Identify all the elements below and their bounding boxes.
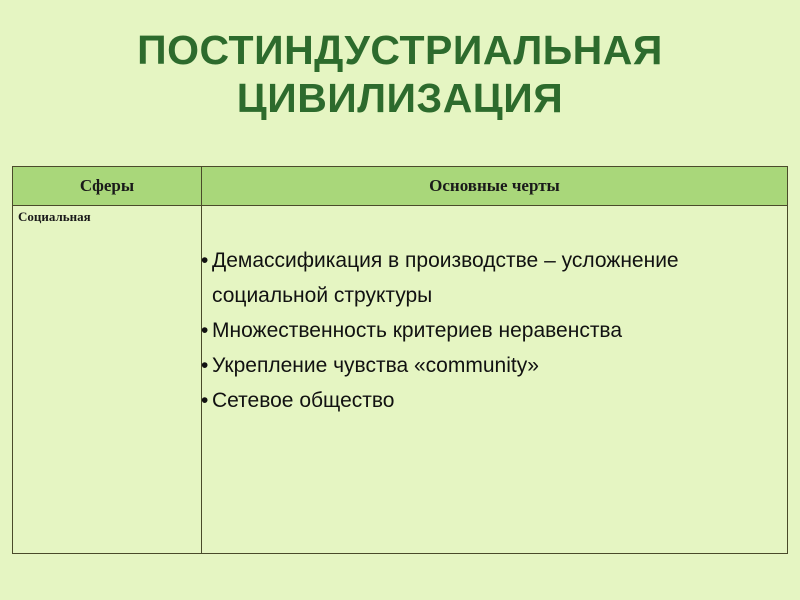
title-line-2: ЦИВИЛИЗАЦИЯ xyxy=(236,75,564,121)
feature-item: • Демассификация в производстве – усложнение социальной структуры xyxy=(201,243,781,313)
feature-item: • Укрепление чувства «community» xyxy=(201,348,781,383)
features-table xyxy=(12,166,788,554)
slide-title xyxy=(0,26,800,122)
table-header-row xyxy=(13,167,787,206)
header-cell-spheres: Сферы xyxy=(79,176,135,195)
sphere-cell: Социальная xyxy=(18,209,91,224)
feature-item: • Сетевое общество xyxy=(201,383,781,418)
header-cell-features: Основные черты xyxy=(429,176,560,195)
feature-item: • Множественность критериев неравенства xyxy=(201,313,781,348)
title-line-1: ПОСТИНДУСТРИАЛЬНАЯ xyxy=(137,27,663,73)
features-list xyxy=(201,243,781,418)
